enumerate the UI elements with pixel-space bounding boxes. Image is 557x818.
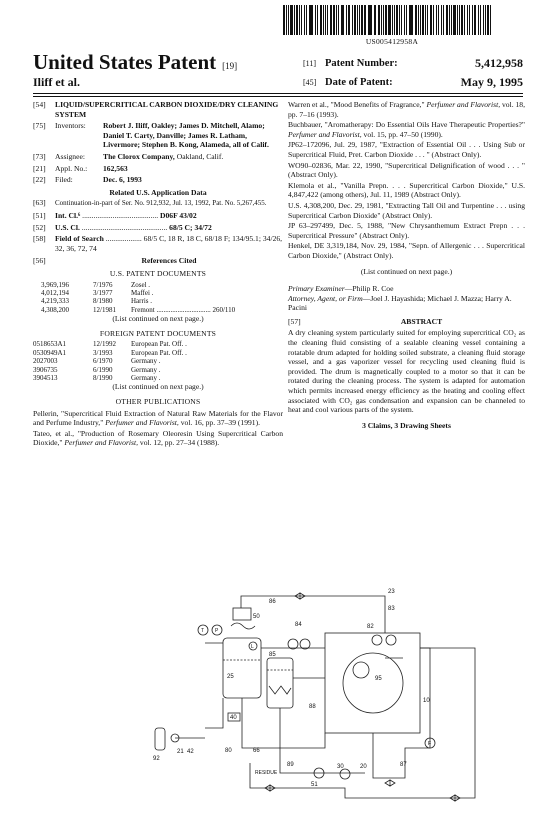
- compressor-box: [233, 608, 251, 620]
- references-heading: [56] References Cited: [33, 256, 197, 266]
- vaporizer-vessel: [267, 658, 293, 708]
- label-f: F: [428, 741, 432, 747]
- foreign-docs-heading: FOREIGN PATENT DOCUMENTS: [99, 328, 217, 338]
- condenser-coil: [231, 623, 255, 629]
- citation-date: 7/1976: [93, 280, 113, 289]
- publication-citation: JP 63–297499, Dec. 5, 1988, "New Chrysanthemum Extract Prepn . . . Supercritical Pressure" (Abstract Only).: [288, 221, 525, 240]
- label-40: 40: [230, 715, 237, 721]
- label-50: 50: [253, 614, 260, 620]
- citation-num: 0518653A1: [33, 340, 67, 349]
- citation-name: European Pat. Off. .: [131, 340, 187, 349]
- citation-date: 8/1990: [93, 373, 113, 382]
- citation-date: 3/1977: [93, 288, 113, 297]
- claims-count: 3 Claims, 3 Drawing Sheets: [362, 420, 451, 430]
- label-88: 88: [309, 704, 316, 710]
- attorney: Attorney, Agent, or Firm—Joel J. Hayashida; Michael J. Mazza; Harry A. Pacini: [288, 293, 512, 313]
- label-10: 10: [423, 698, 430, 704]
- label-25: 25: [227, 674, 234, 680]
- citation-name: Germany .: [131, 373, 161, 382]
- label-30: 30: [337, 764, 344, 770]
- label-t: T: [201, 628, 205, 634]
- right-refs-list: [288, 100, 525, 261]
- citation-date: 12/1992: [93, 340, 116, 349]
- label-85: 85: [269, 652, 276, 658]
- search-field: [58] Field of Search ................... 68/5 C, 18 R, 18 C, 68/18 F; 134/95.1; 34/26, 32, 36, 72, 74: [33, 234, 283, 253]
- intcl-field: [51] Int. Cl.⁶ ........................................ D06F 43/02: [33, 210, 197, 220]
- publication-citation: Klemola et al., "Vanilla Prepn. . . . Supercritical Carbon Dioxide," U.S. 4,847,422 (among others), Jul. 11, 1989 (Abstract Only).: [288, 180, 525, 200]
- inventors-field: [75] Inventors: Robert J. Iliff, Oakley; James D. Mitchell, Alamo; Daniel T. Carty, Danville; James R. Latham, Livermore; Stephen B. Kong, Alameda, all of Calif.: [33, 121, 269, 150]
- patent-citation-row: [33, 306, 283, 314]
- citation-name: Germany .: [131, 365, 161, 374]
- patent-date: May 9, 1995: [460, 75, 523, 89]
- storage-vessel: [223, 638, 261, 698]
- right-refs-more: (List continued on next page.): [360, 266, 453, 276]
- citation-name: Harris .: [131, 297, 152, 306]
- primary-examiner: Primary Examiner—Philip R. Coe: [288, 284, 394, 294]
- other-pubs-list: [33, 409, 283, 448]
- citation-date: 12/1981: [93, 305, 116, 314]
- us-docs-heading: U.S. PATENT DOCUMENTS: [109, 268, 207, 278]
- label-20: 20: [360, 764, 367, 770]
- patent-citation-row: [33, 357, 283, 365]
- barcode: [283, 5, 501, 35]
- citation-date: 6/1990: [93, 365, 113, 374]
- uscl-field: [52] U.S. Cl. ............................................. 68/5 C; 34/72: [33, 222, 212, 232]
- continuation-field: [63] Continuation-in-part of Ser. No. 912,932, Jul. 13, 1992, Pat. No. 5,267,455.: [33, 198, 267, 208]
- citation-num: 2027003: [33, 357, 58, 366]
- citation-name: Germany .: [131, 357, 161, 366]
- publication-citation: Pellerin, "Supercritical Fluid Extraction of Natural Raw Materials for the Flavor and Perfume Industry," Perfumer and Flavorist, vol. 16, pp. 37–39 (1991).: [33, 408, 283, 428]
- patent-citation-row: [33, 366, 283, 374]
- label-87: 87: [400, 762, 407, 768]
- inventors-short: Iliff et al.: [33, 75, 80, 89]
- label-92: 92: [153, 756, 160, 762]
- citation-num: 4,308,200: [41, 305, 69, 314]
- patent-citation-row: [33, 349, 283, 357]
- label-82: 82: [367, 624, 374, 630]
- title-field: [54] LIQUID/SUPERCRITICAL CARBON DIOXIDE/DRY CLEANING SYSTEM: [33, 100, 279, 119]
- publication-citation: Tateo, et al., "Production of Rosemary Oleoresin Using Supercritical Carbon Dioxide," Perfumer and Flavorist, vol. 12, pp. 27–34 (1988).: [33, 428, 283, 448]
- patent-number: 5,412,958: [475, 56, 523, 70]
- label-21: 21: [177, 749, 184, 755]
- label-80: 80: [225, 748, 232, 754]
- label-66: 66: [253, 748, 260, 754]
- related-heading: Related U.S. Application Data: [109, 187, 207, 197]
- patent-citation-row: [33, 289, 283, 297]
- foreign-docs-more: (List continued on next page.): [112, 382, 204, 392]
- abstract-text: A dry cleaning system particularly suited for employing supercritical CO₂ as the cleaning fluid consisting of a sealable cleaning vessel containing a rotatable drum adapted for holding soiled substrate, a cleaning fluid storage vessel, and a gas vaporizer vessel for recycling used cleaning fluid is provided. The drum is magnetically coupled to a motor so that it can be rotated during the cleaning process. The system is adapted for automation which permits increased energy efficiency as the heating and cooling effect associated with CO₂ gas condensation and expansion can be channeled to heat and cool various parts of the system.: [288, 328, 525, 415]
- patent-citation-row: [33, 374, 283, 382]
- publication-citation: JP62–172096, Jul. 29, 1987, "Extraction of Essential Oil . . . Using Sub or Supercritical Fluid, Pret. Carbon Dioxide . . . " (Abstract Only).: [288, 140, 525, 159]
- publication-number: US005412958A: [365, 37, 419, 46]
- temp-gauge: [372, 635, 382, 645]
- cleaning-vessel: [325, 633, 420, 733]
- citation-num: 3906735: [33, 365, 58, 374]
- citation-num: 4,012,194: [41, 288, 69, 297]
- patent-citation-row: [33, 340, 283, 348]
- citation-date: 6/1970: [93, 357, 113, 366]
- bibliographic-column: [33, 100, 283, 449]
- citation-num: 3904513: [33, 373, 58, 382]
- citation-date: 8/1980: [93, 297, 113, 306]
- right-column: [288, 100, 525, 430]
- us-docs-list: [33, 281, 283, 315]
- citation-name: Zosel .: [131, 280, 151, 289]
- publication-citation: WO90–02836, Mar. 22, 1990, "Supercritical Delignification of wood . . . " (Abstract Only).: [288, 160, 525, 180]
- publication-citation: Henkel, DE 3,319,184, Nov. 29, 1984, "Sepn. of Allergenic . . . Supercritical Carbon Dioxide," (Abstract Only).: [288, 241, 525, 260]
- other-pubs-heading: OTHER PUBLICATIONS: [115, 396, 201, 406]
- citation-num: 0530949A1: [33, 348, 67, 357]
- publication-citation: Warren et al., "Mood Benefits of Fragrance," Perfumer and Flavorist, vol. 18, pp. 7–16 (1993).: [288, 100, 525, 119]
- label-l: L: [251, 644, 254, 650]
- abstract-heading: [57] ABSTRACT: [288, 316, 443, 326]
- header-rule-thin: [33, 96, 523, 97]
- label-42: 42: [187, 749, 194, 755]
- citation-name: European Pat. Off. .: [131, 348, 187, 357]
- citation-num: 3,969,196: [41, 280, 69, 289]
- label-83: 83: [388, 606, 395, 612]
- label-95: 95: [375, 676, 382, 682]
- publication-citation: Buchbauer, "Aromatherapy: Do Essential Oils Have Therapeutic Properties?" Perfumer and Flavorist, vol. 15, pp. 47–50 (1990).: [288, 120, 525, 139]
- label-84: 84: [295, 622, 302, 628]
- pump-20: [340, 769, 350, 779]
- co2-bottle: [155, 728, 165, 750]
- country-tag: [19]: [222, 61, 238, 71]
- us-docs-more: (List continued on next page.): [112, 314, 204, 324]
- foreign-docs-list: [33, 340, 283, 382]
- patent-citation-row: [33, 297, 283, 305]
- pressure-gauge: [300, 639, 310, 649]
- label-p: P: [215, 628, 219, 634]
- label-86: 86: [269, 599, 276, 605]
- label-89: 89: [287, 762, 294, 768]
- patent-citation-row: [33, 281, 283, 289]
- assignee-field: [73] Assignee: The Clorox Company, Oakland, Calif.: [33, 151, 224, 161]
- citation-date: 3/1993: [93, 348, 113, 357]
- filed-field: [22] Filed: Dec. 6, 1993: [33, 175, 142, 185]
- citation-name: Maffei .: [131, 288, 154, 297]
- label-23: 23: [388, 589, 395, 595]
- application-field: [21] Appl. No.: 162,563: [33, 163, 128, 173]
- citation-num: 4,219,333: [41, 297, 69, 306]
- label-residue: RESIDUE: [255, 770, 278, 776]
- temp-gauge: [288, 639, 298, 649]
- country-title: United States Patent [19]: [33, 50, 238, 74]
- date-label: [45] Date of Patent:: [303, 77, 393, 88]
- valve: [385, 780, 395, 786]
- header-rule: [33, 93, 523, 94]
- system-diagram: [55, 588, 485, 813]
- cleaning-drum: [343, 653, 403, 713]
- pressure-gauge: [386, 635, 396, 645]
- patent-number-label: [11] Patent Number:: [303, 58, 398, 69]
- citation-name: Fremont ............................... 260/110: [131, 305, 236, 314]
- publication-citation: U.S. 4,308,200, Dec. 29, 1981, "Extracting Tall Oil and Turpentine . . . using Supercritical Carbon Dioxide" (Abstract Only).: [288, 200, 525, 220]
- label-51: 51: [311, 782, 318, 788]
